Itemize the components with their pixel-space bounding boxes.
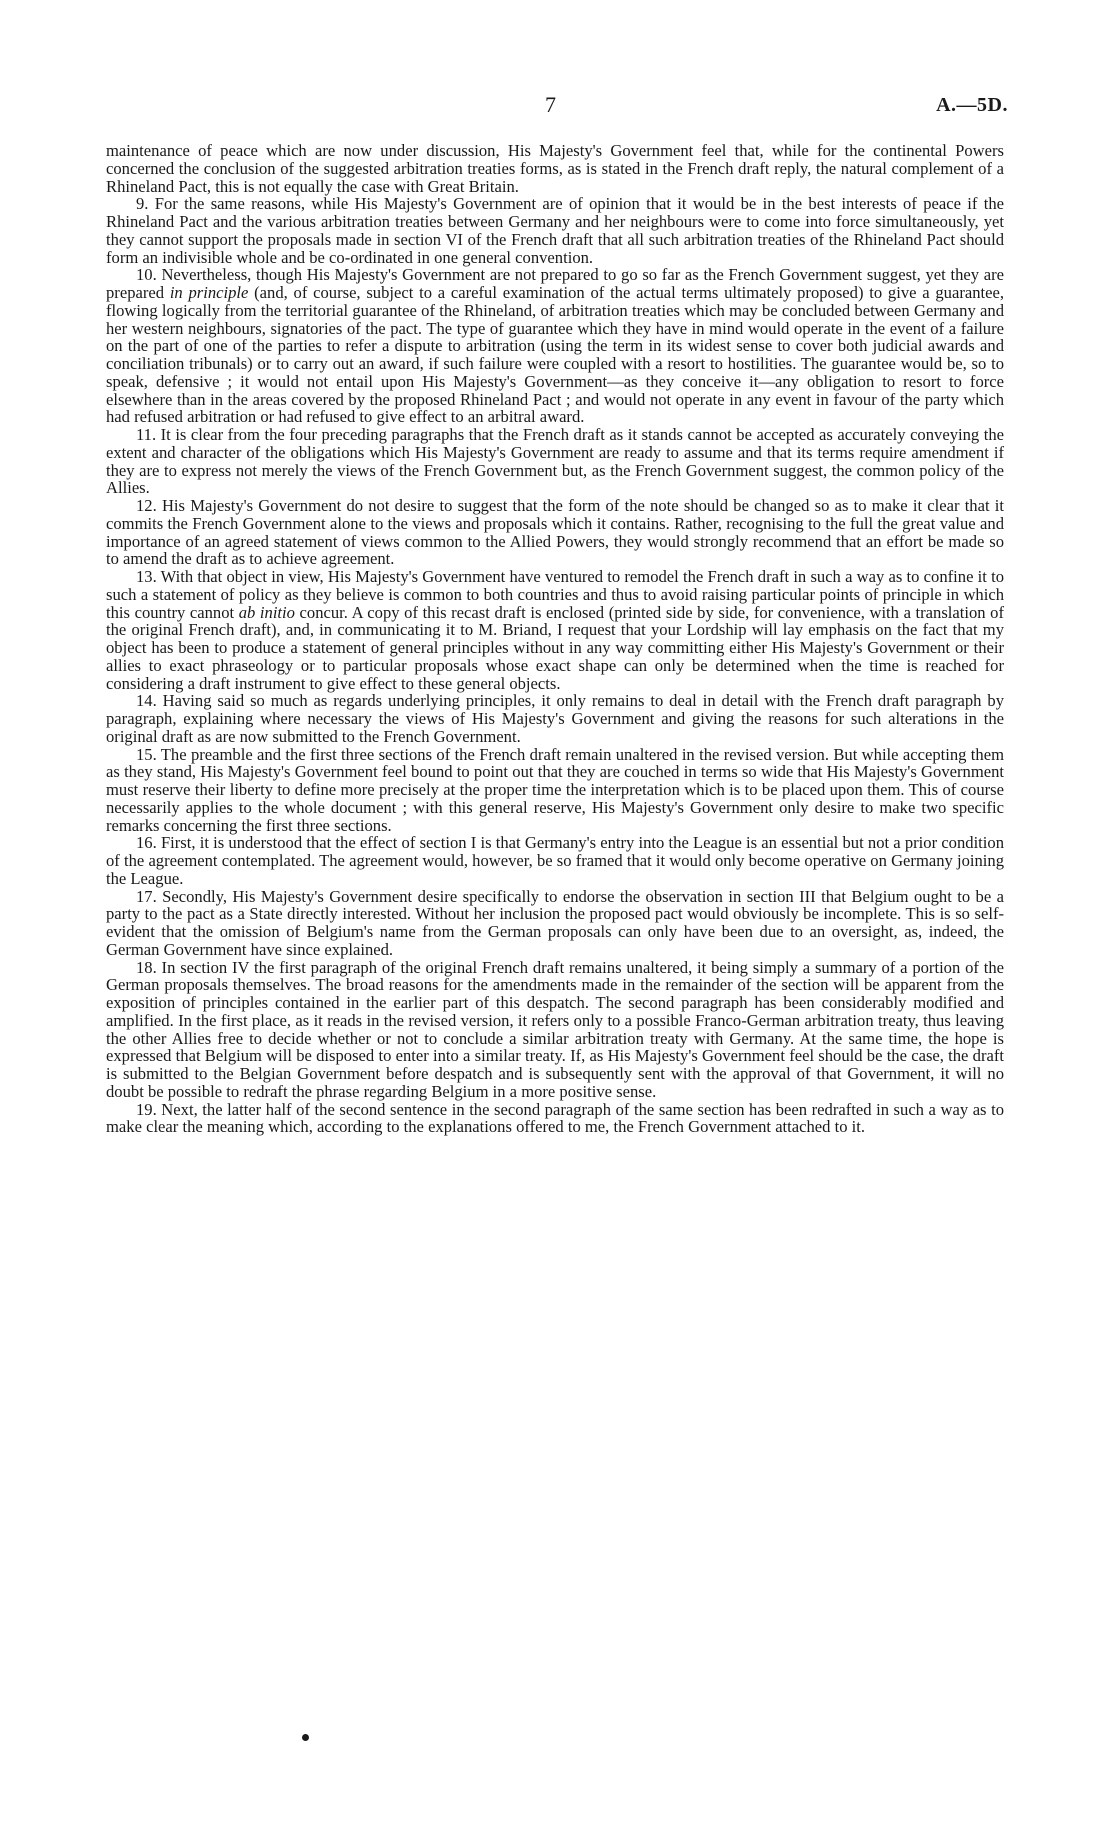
paragraph-18: 18. In section IV the first paragraph of the original French draft remains unaltered, it being simply a summary of a portion of the German proposals themselves. The broad reasons for the amendments made in the remainder of the section will be apparent from the exposition of principles contained in the earlier part of this despatch. The second paragraph has been considerably modified and amplified. In the first place, as it reads in the revised version, it refers only to a possible Franco-German arbitration treaty, thus leaving the other Allies free to decide whether or not to conclude a similar arbitration treaty with Germany. At the same time, the hope is expressed that Belgium will be disposed to enter into a similar treaty. If, as His Majesty's Government feel should be the case, the draft is submitted to the Belgian Government before despatch and is subsequently sent with the approval of that Government, it will no doubt be possible to redraft the phrase regarding Belgium in a more positive sense. xyxy=(106,957,1004,1101)
paragraph-15: 15. The preamble and the first three sections of the French draft remain unaltered in the revised version. But while accepting them as they stand, His Majesty's Government feel bound to point out that they are couched in terms so wide that His Majesty's Government must reserve their liberty to define more precisely at the proper time the interpretation which is to be placed upon them. This of course necessarily applies to the whole document ; with this general reserve, His Majesty's Government only desire to make two specific remarks concerning the first three sections. xyxy=(106,744,1004,835)
paragraph-10-text-b: (and, of course, subject to a careful examination of the actual terms ultimately proposed) to give a guarantee, flowing logically from the territorial guarantee of the Rhineland, of arbitration treaties which may be concluded between Germany and her western neighbours, signatories of the pact. The type of guarantee which they have in mind would operate in the event of a failure on the part of one of the parties to refer a dispute to arbitration (using the term in its widest sense to cover both judicial awards and conciliation tribunals) or to carry out an award, if such failure were coupled with a resort to hostilities. The guarantee would be, so to speak, defensive ; it would not entail upon His Majesty's Government—as they conceive it—any obligation to resort to force elsewhere than in the areas covered by the proposed Rhineland Pact ; and would not operate in any event in favour of the party which had refused arbitration or had refused to give effect to an arbitral award. xyxy=(106,283,1005,427)
page-number: 7 xyxy=(545,92,556,117)
document-reference: A.—5D. xyxy=(936,94,1008,116)
paragraph-13 xyxy=(106,568,1004,692)
paragraph-13-text-a: 13. With that object in view, His Majesty's Government have ventured to remodel the French draft in such a way as to confine it to such a statement of policy as they believe is common to both countries and thus to avoid raising particular points of principle in which this country cannot xyxy=(106,567,1004,622)
paragraph-16: 16. First, it is understood that the effect of section I is that Germany's entry into the League is an essential but not a prior condition of the agreement contemplated. The agreement would, however, be so framed that it would only become operative on Germany joining the League. xyxy=(106,833,1004,888)
paragraph-13-italic: ab initio xyxy=(238,602,295,622)
paragraph-14: 14. Having said so much as regards underlying principles, it only remains to deal in detail with the French draft paragraph by paragraph, explaining where necessary the views of His Majesty's Government and giving the reasons for such alterations in the original draft as are now submitted to the French Government. xyxy=(106,691,1004,746)
paragraph-10 xyxy=(106,266,1004,426)
paragraph-10-italic: in principle xyxy=(169,283,249,302)
body-text xyxy=(106,142,1004,1136)
paragraph-10-text-a: 10. Nevertheless, though His Majesty's Government are not prepared to go so far as the French Government suggest, yet they are prepared xyxy=(106,265,1004,302)
paragraph-17: 17. Secondly, His Majesty's Government desire specifically to endorse the observation in section III that Belgium ought to be a party to the pact as a State directly interested. Without her inclusion the proposed pact would obviously be incomplete. This is so self-evident that the omission of Belgium's name from the German proposals can only have been due to an oversight, as, indeed, the German Government have since explained. xyxy=(106,886,1004,959)
paragraph-12: 12. His Majesty's Government do not desire to suggest that the form of the note should be changed so as to make it clear that it commits the French Government alone to the views and proposals which it contains. Rather, recognising to the full the great value and importance of an agreed statement of views common to the Allied Powers, they would strongly recommend that an effort be made so to amend the draft as to achieve agreement. xyxy=(106,496,1004,569)
paragraph-9: 9. For the same reasons, while His Majesty's Government are of opinion that it would be in the best interests of peace if the Rhineland Pact and the various arbitration treaties between Germany and her neighbours were to come into force simultaneously, yet they cannot support the proposals made in section VI of the French draft that all such arbitration treaties of the Rhineland Pact should form an indivisible whole and be co-ordinated in one general convention. xyxy=(106,194,1004,267)
paragraph-13-text-b: concur. A copy of this recast draft is enclosed (printed side by side, for convenience, with a translation of the original French draft), and, in communicating it to M. Briand, I request that your Lordship will lay emphasis on the fact that my object has been to produce a statement of general principles without in any way committing either His Majesty's Government or their allies to exact phraseology or to particular proposals whose exact shape can only be determined when the time is reached for considering a draft instrument to give effect to these general objects. xyxy=(106,602,1005,693)
paragraph-continuation: maintenance of peace which are now under discussion, His Majesty's Government feel that, while for the continental Powers concerned the conclusion of the suggested arbitration treaties forms, as is stated in the French draft reply, the natural complement of a Rhineland Pact, this is not equally the case with Great Britain. xyxy=(106,141,1004,196)
paragraph-19: 19. Next, the latter half of the second sentence in the second paragraph of the same section has been redrafted in such a way as to make clear the meaning which, according to the explanations offered to me, the French Government attached to it. xyxy=(106,1099,1004,1137)
paragraph-11: 11. It is clear from the four preceding paragraphs that the French draft as it stands cannot be accepted as accurately conveying the extent and character of the obligations which His Majesty's Government are ready to assume and that its terms require amendment if they are to express not merely the views of the French Government but, as the French Government suggest, the common policy of the Allies. xyxy=(106,425,1004,498)
printer-dot-mark xyxy=(302,1734,309,1741)
